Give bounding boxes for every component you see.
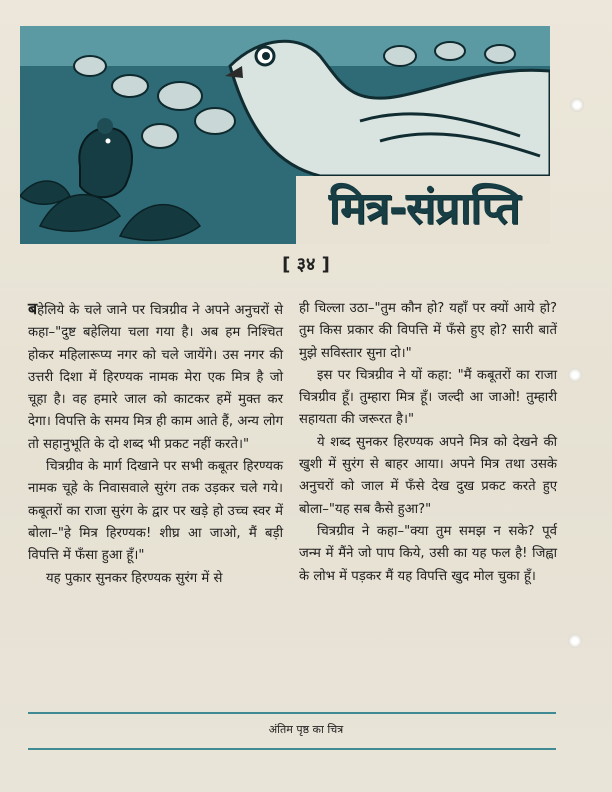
chapter-number: [ ३४ ] bbox=[282, 254, 330, 275]
paragraph: यह पुकार सुनकर हिरण्यक सुरंग में से bbox=[46, 570, 223, 586]
binding-hole bbox=[568, 368, 582, 382]
binding-hole bbox=[568, 634, 582, 648]
paragraph: चित्रग्रीव के मार्ग दिखाने पर सभी कबूतर हिरण्यक नामक चूहे के निवासवाले सुरंग तक उड़कर चले गये। कबूतरों का राजा सुरंग के द्वार पर खड़े हो उच्च स्वर में बोला–"हे मित्र हिरण्यक! शीघ्र आ जाओ, मैं बड़ी विपत्ति में फँसा हुआ हूँ।" bbox=[28, 459, 283, 564]
title-block bbox=[296, 175, 552, 237]
left-column bbox=[28, 298, 283, 590]
binding-hole bbox=[570, 98, 584, 112]
paragraph: चित्रग्रीव ने कहा–"क्या तुम समझ न सके? पूर्व जन्म में मैंने जो पाप किये, उसी का यह फल है! जिह्वा के लोभ में पड़कर मैं यह विपत्ति खुद मोल चुका हूँ। bbox=[299, 523, 557, 584]
footer-divider-bottom bbox=[28, 748, 556, 750]
drop-cap: ब bbox=[28, 299, 38, 318]
right-column bbox=[299, 298, 557, 588]
paragraph: ही चिल्ला उठा–"तुम कौन हो? यहाँ पर क्यों आये हो? तुम किस प्रकार की विपत्ति में फँसे हुए हो? सारी बातें मुझे सविस्तार सुना दो।" bbox=[299, 301, 557, 361]
footer-caption: अंतिम पृष्ठ का चित्र bbox=[268, 723, 344, 736]
story-title: मित्र-संप्राप्ति bbox=[328, 183, 520, 234]
paragraph: ये शब्द सुनकर हिरण्यक अपने मित्र को देखने की खुशी में सुरंग से बाहर आया। अपने मित्र तथा उसके अनुचरों को जाल में फँसे देख दुख प्रकट करते हुए बोला–"यह सब कैसे हुआ?" bbox=[299, 434, 557, 517]
footer-divider-top bbox=[28, 712, 556, 714]
paragraph: बहेलिये के चले जाने पर चित्रग्रीव ने अपने अनुचरों से कहा–"दुष्ट बहेलिया चला गया है। अब हम निश्चित होकर महिलारूप्य नगर को चले जायेंगे। उस नगर की उत्तरी दिशा में हिरण्यक नामक मेरा एक मित्र है जो चूहा है। वह हमारे जाल को काटकर हमें मुक्त कर देगा। विपत्ति के समय मित्र ही काम आते हैं, अन्य लोग तो सहानुभूति के दो शब्द भी प्रकट नहीं करते।" bbox=[28, 299, 283, 452]
paragraph: इस पर चित्रग्रीव ने यों कहा: "मैं कबूतरों का राजा चित्रग्रीव हूँ। तुम्हारा मित्र हूँ। जल्दी आ जाओ! तुम्हारी सहायता की जरूरत है।" bbox=[299, 367, 557, 428]
